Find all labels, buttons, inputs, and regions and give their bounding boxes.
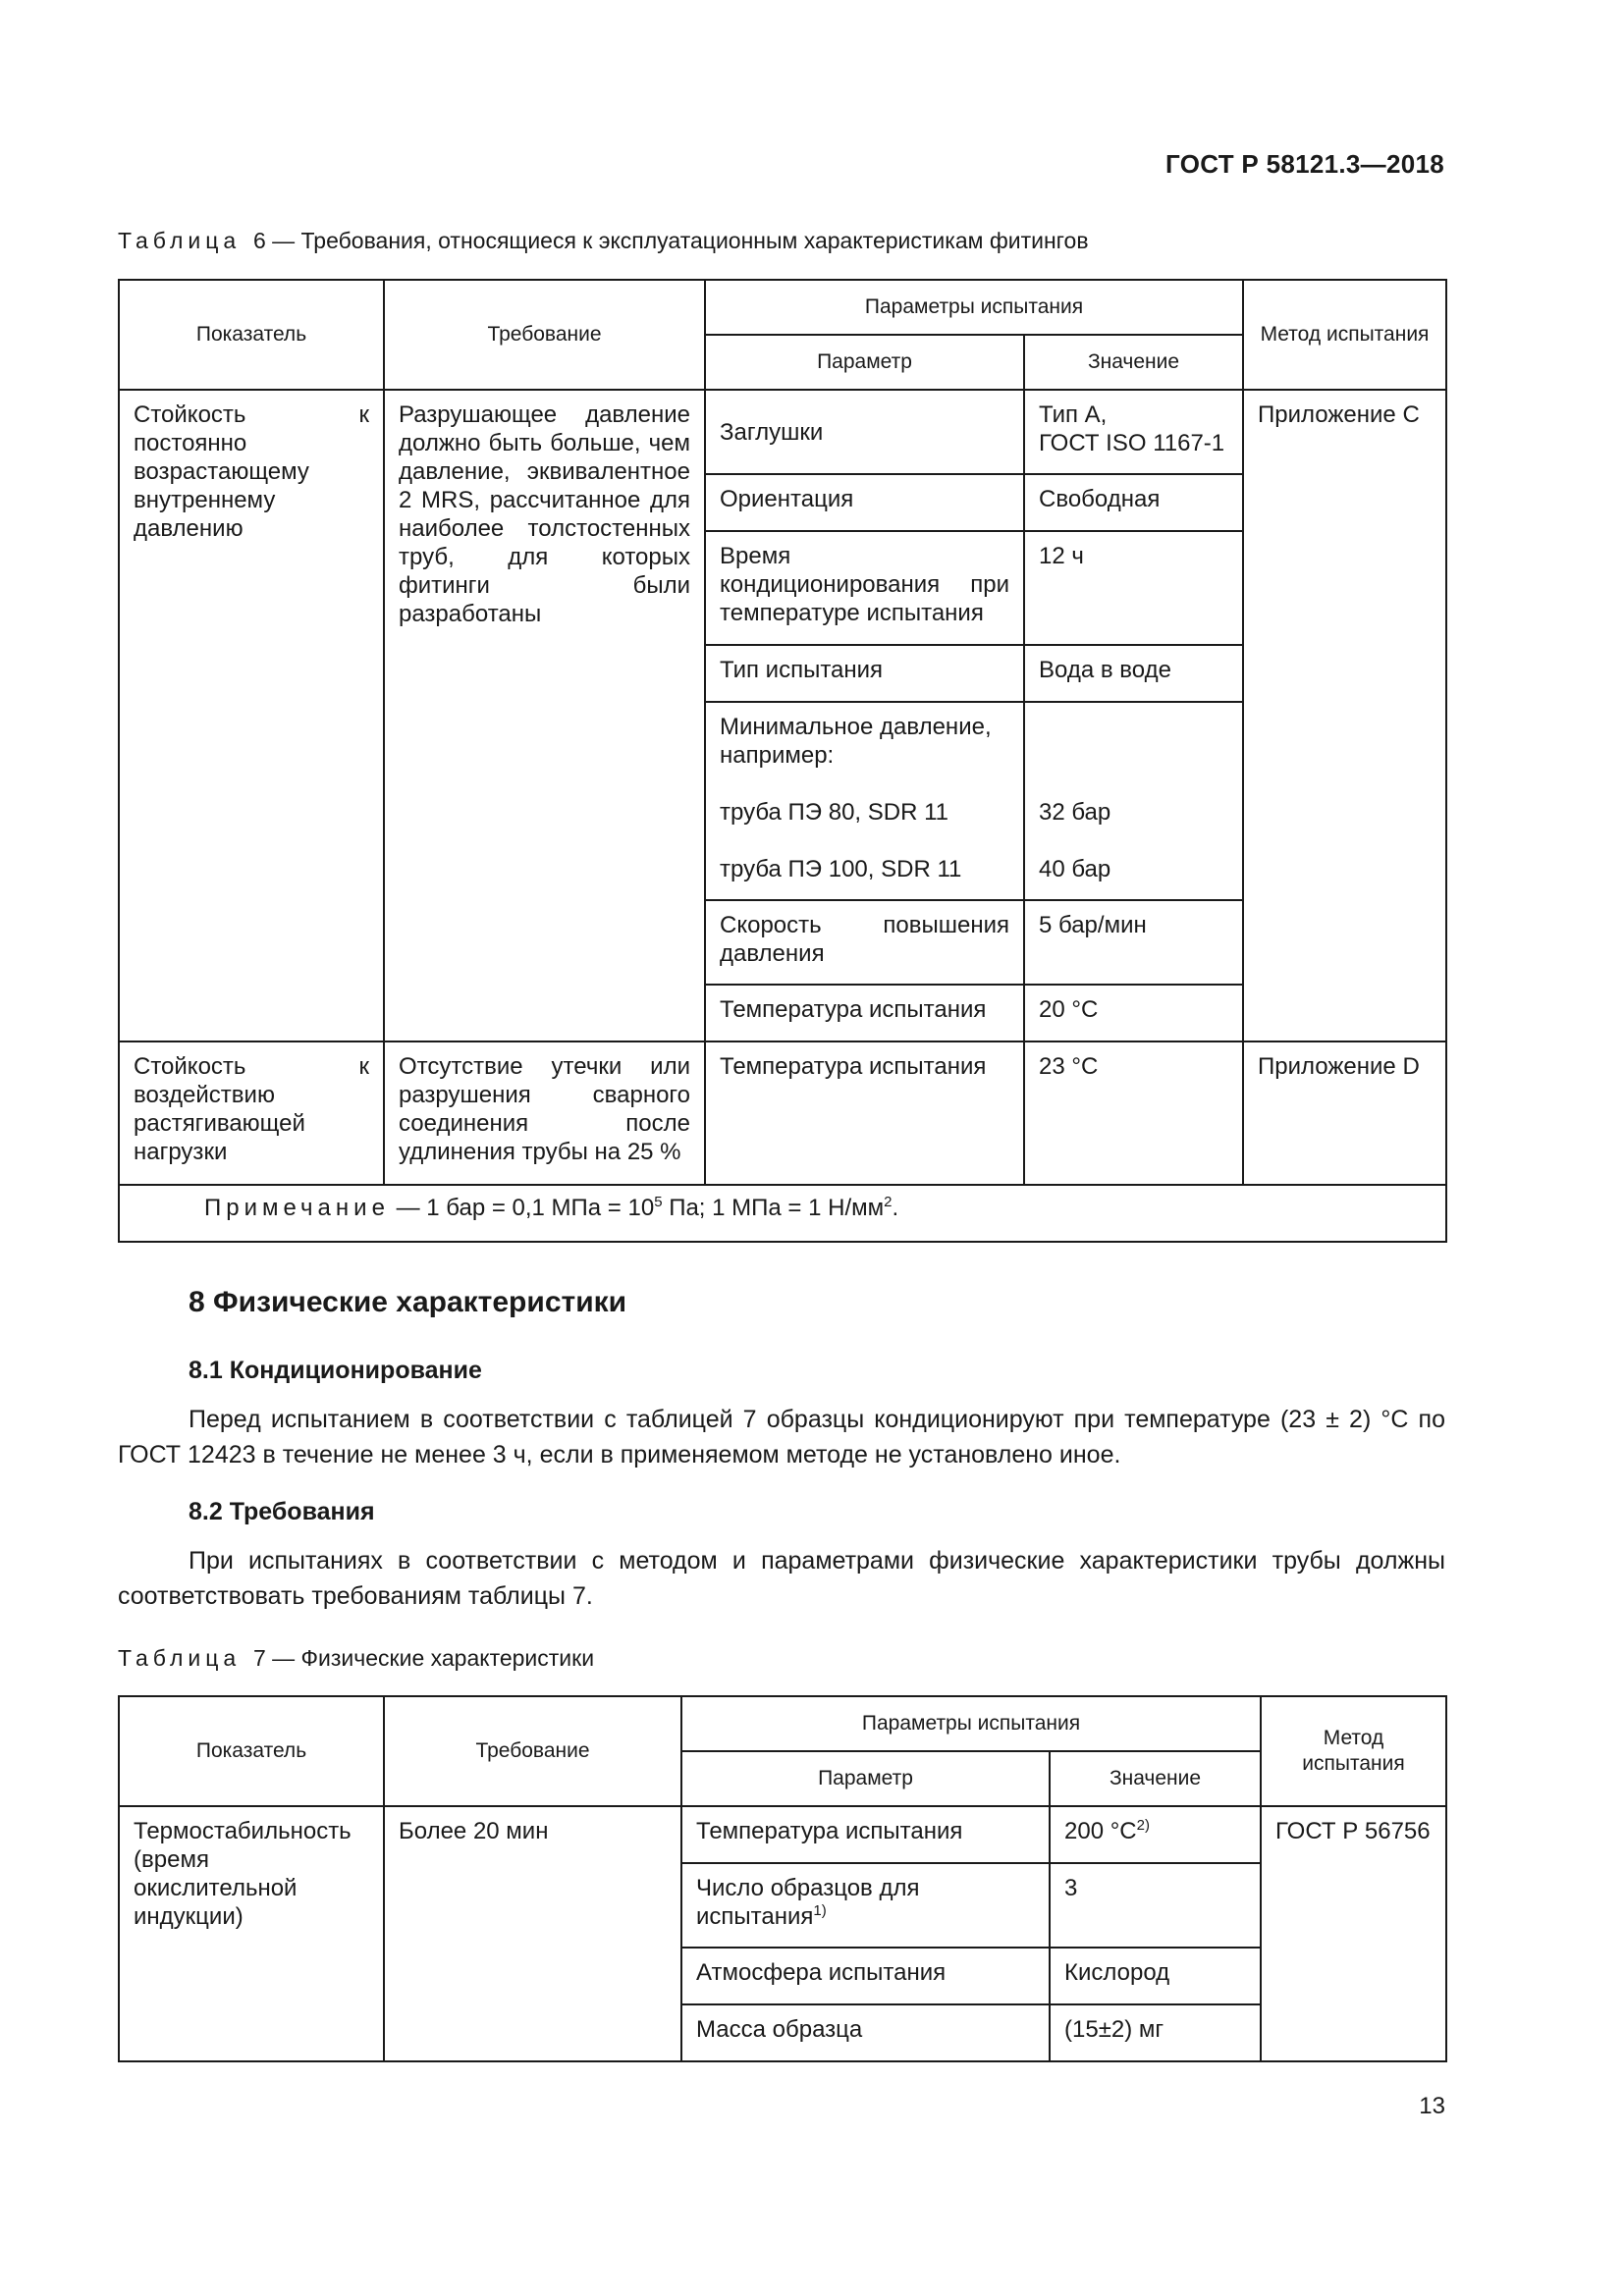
page-number: 13 xyxy=(1419,2093,1445,2119)
t6-r2-requirement: Отсутствие утечки или разрушения сварного соединения после удлинения трубы на 25 % xyxy=(384,1041,705,1185)
t6-value: 20 °С xyxy=(1024,985,1243,1041)
t7-value: Кислород xyxy=(1050,1948,1261,2004)
t6-value xyxy=(1024,702,1243,900)
t7-param: Атмосфера испытания xyxy=(681,1948,1050,2004)
t7-header-requirement: Требование xyxy=(384,1696,681,1806)
t6-note-label: Примечание xyxy=(204,1195,390,1221)
t6-value: 5 бар/мин xyxy=(1024,900,1243,985)
t6-header-value: Значение xyxy=(1024,335,1243,390)
t6-param: Температура испытания xyxy=(705,985,1024,1041)
table6 xyxy=(118,279,1447,1243)
t6-subvalue: 32 бар xyxy=(1039,799,1111,826)
t6-r2-indicator: Стойкость к воздействию растягивающей нагрузки xyxy=(119,1041,384,1185)
section-8-1-title: 8.1 Кондиционирование xyxy=(189,1357,482,1384)
t6-subvalue: 40 бар xyxy=(1039,856,1111,882)
t6-r1-method: Приложение С xyxy=(1243,390,1446,1041)
t6-note xyxy=(119,1185,1446,1242)
t7-param-sup: 1) xyxy=(813,1902,827,1919)
table7 xyxy=(118,1695,1447,2062)
document-id: ГОСТ Р 58121.3—2018 xyxy=(1165,149,1444,179)
section-8-2-title: 8.2 Требования xyxy=(189,1498,375,1525)
t7-value-text: 200 °С xyxy=(1064,1818,1137,1844)
table6-caption-prefix: Таблица xyxy=(118,228,242,253)
t7-header-indicator: Показатель xyxy=(119,1696,384,1806)
table7-caption-prefix: Таблица xyxy=(118,1645,242,1671)
t6-r2-value: 23 °С xyxy=(1024,1041,1243,1185)
t7-r1-requirement: Более 20 мин xyxy=(384,1806,681,2061)
section-8-2-text: При испытаниях в соответствии с методом и параметрами физические характеристики трубы должны соответствовать требованиям таблицы 7. xyxy=(118,1547,1445,1610)
t7-r1-indicator: Термостабильность (время окислительной индукции) xyxy=(119,1806,384,2061)
t6-subparam: труба ПЭ 100, SDR 11 xyxy=(720,856,962,882)
t6-param: Время кондиционирования при температуре испытания xyxy=(705,531,1024,645)
t6-header-params: Параметры испытания xyxy=(705,280,1243,335)
t6-r2-param: Температура испытания xyxy=(705,1041,1024,1185)
t6-param: Скорость повышения давления xyxy=(705,900,1024,985)
t6-header-requirement: Требование xyxy=(384,280,705,390)
t6-value-line: ГОСТ ISO 1167-1 xyxy=(1039,430,1225,456)
t6-value: 12 ч xyxy=(1024,531,1243,645)
table6-caption-text: 6 — Требования, относящиеся к эксплуатационным характеристикам фитингов xyxy=(252,228,1089,253)
t6-value: Вода в воде xyxy=(1024,645,1243,702)
t7-param: Температура испытания xyxy=(681,1806,1050,1863)
t6-value-line: Тип А, xyxy=(1039,401,1108,428)
t7-param: Масса образца xyxy=(681,2004,1050,2061)
t6-param: Ориентация xyxy=(705,474,1024,531)
t6-r2-method: Приложение D xyxy=(1243,1041,1446,1185)
table7-caption xyxy=(118,1645,594,1672)
t6-param xyxy=(705,702,1024,900)
t6-header-param: Параметр xyxy=(705,335,1024,390)
t7-value xyxy=(1050,1806,1261,1863)
t7-header-param: Параметр xyxy=(681,1751,1050,1806)
t6-note-sup: 2 xyxy=(884,1194,893,1210)
table7-caption-text: 7 — Физические характеристики xyxy=(252,1645,595,1671)
t6-r1-indicator: Стойкость к постоянно возрастающему внутреннему давлению xyxy=(119,390,384,1041)
t7-value-sup: 2) xyxy=(1136,1817,1150,1834)
t7-param xyxy=(681,1863,1050,1948)
t6-note-text: Па; 1 МПа = 1 Н/мм xyxy=(662,1195,885,1221)
t6-subparam: труба ПЭ 80, SDR 11 xyxy=(720,799,949,826)
t6-header-method: Метод испытания xyxy=(1243,280,1446,390)
t6-note-text: — 1 бар = 0,1 МПа = 10 xyxy=(389,1195,655,1221)
t7-header-method: Метод испытания xyxy=(1261,1696,1446,1806)
section-8-1-text: Перед испытанием в соответствии с таблицей 7 образцы кондиционируют при температуре (23 ± 2) °С по ГОСТ 12423 в течение не менее 3 ч, если в применяемом методе не установлено иное. xyxy=(118,1406,1445,1468)
t6-value: Свободная xyxy=(1024,474,1243,531)
t7-r1-method: ГОСТ Р 56756 xyxy=(1261,1806,1446,2061)
t6-header-indicator: Показатель xyxy=(119,280,384,390)
t7-header-params: Параметры испытания xyxy=(681,1696,1261,1751)
t6-param: Заглушки xyxy=(705,390,1024,474)
t7-param-text: Число образцов для испытания xyxy=(696,1875,920,1930)
section-8-title: 8 Физические характеристики xyxy=(189,1286,627,1318)
table6-caption xyxy=(118,228,1089,254)
t6-param-line: Минимальное давление, например: xyxy=(720,714,992,769)
t6-value xyxy=(1024,390,1243,474)
t7-header-value: Значение xyxy=(1050,1751,1261,1806)
t6-param: Тип испытания xyxy=(705,645,1024,702)
t6-note-text: . xyxy=(892,1195,899,1221)
t7-value: 3 xyxy=(1050,1863,1261,1948)
t7-value: (15±2) мг xyxy=(1050,2004,1261,2061)
t6-note-sup: 5 xyxy=(654,1194,663,1210)
t6-r1-requirement: Разрушающее давление должно быть больше, чем давление, эквивалентное 2 MRS, рассчитанное для наиболее толстостенных труб, для которых фитинги были разработаны xyxy=(384,390,705,1041)
